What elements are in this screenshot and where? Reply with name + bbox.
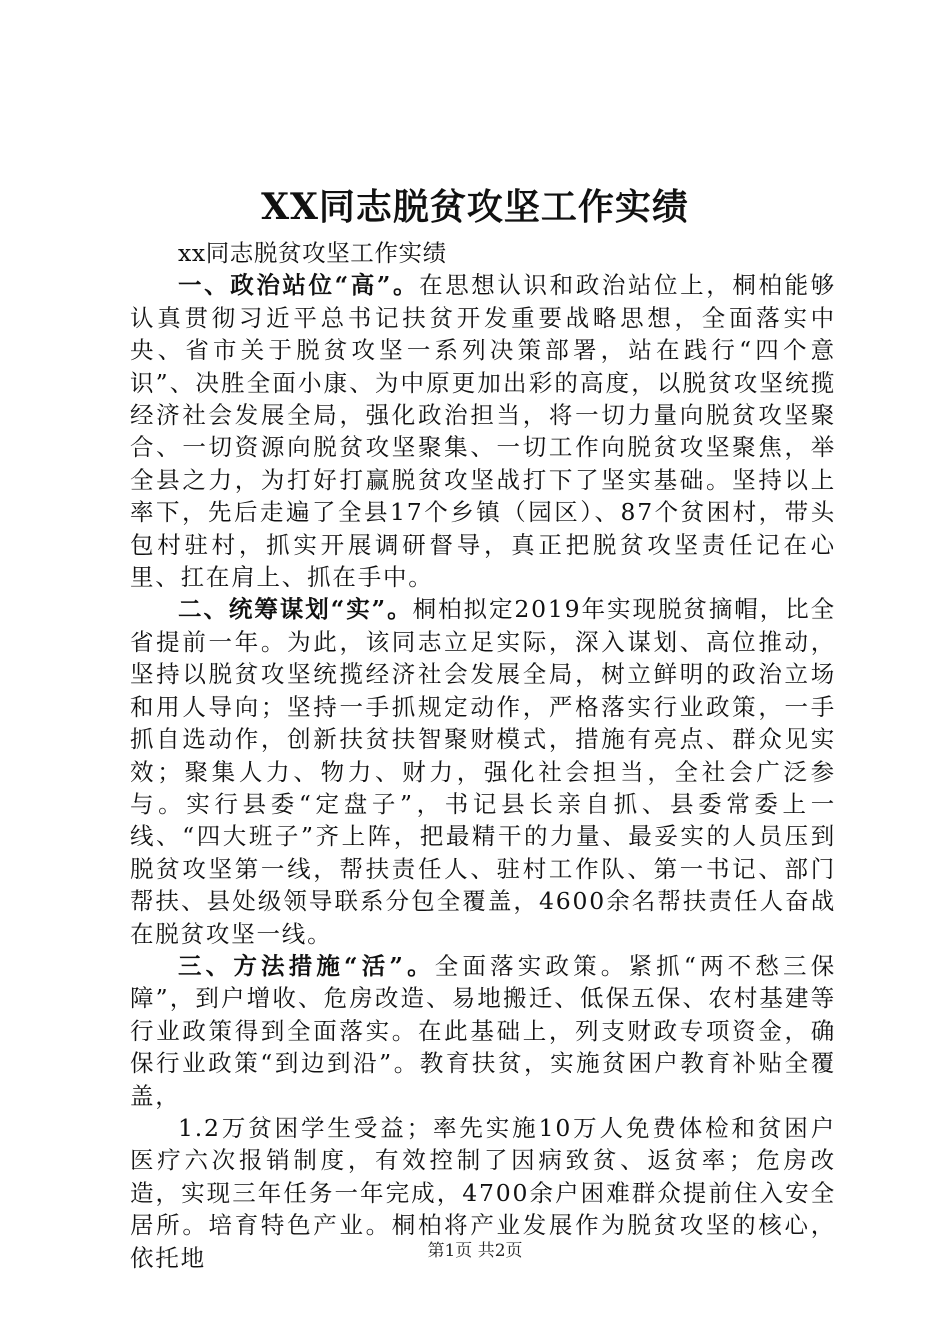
document-subtitle: xx同志脱贫攻坚工作实绩: [178, 239, 447, 267]
paragraph-political-stance: [130, 269, 836, 593]
paragraph-text: 在思想认识和政治站位上，桐柏能够认真贯彻习近平总书记扶贫开发重要战略思想，全面落实中央、省市关于脱贫攻坚一系列决策部署，站在践行“四个意识”、决胜全面小康、为中原更加出彩的高度，以脱贫攻坚统揽经济社会发展全局，强化政治担当，将一切力量向脱贫攻坚聚合、一切资源向脱贫攻坚聚集、一切工作向脱贫攻坚聚焦，举全县之力，为打好打赢脱贫攻坚战打下了坚实基础。坚持以上率下，先后走遍了全县17个乡镇（园区）、87个贫困村，带头包村驻村，抓实开展调研督导，真正把脱贫攻坚责任记在心里、扛在肩上、抓在手中。: [130, 271, 836, 592]
paragraph-heading: 一、政治站位“高”。: [178, 271, 420, 300]
document-body: [130, 237, 836, 1274]
paragraph-heading: 二、统筹谋划“实”。: [178, 595, 413, 624]
paragraph-text: 全面落实政策。紧抓“两不愁三保障”，到户增收、危房改造、易地搬迁、低保五保、农村基建等行业政策得到全面落实。在此基础上，列支财政专项资金，确保行业政策“到边到沿”。教育扶贫，实施贫困户教育补贴全覆盖，: [130, 951, 836, 1110]
paragraph-text: 桐柏拟定2019年实现脱贫摘帽，比全省提前一年。为此，该同志立足实际，深入谋划、高位推动，坚持以脱贫攻坚统揽经济社会发展全局，树立鲜明的政治立场和用人导向；坚持一手抓规定动作，严格落实行业政策，一手抓自选动作，创新扶贫扶智聚财模式，措施有亮点、群众见实效；聚集人力、物力、财力，强化社会担当，全社会广泛参与。实行县委“定盘子”，书记县长亲自抓、县委常委上一线、“四大班子”齐上阵，把最精干的力量、最妥实的人员压到脱贫攻坚第一线，帮扶责任人、驻村工作队、第一书记、部门帮扶、县处级领导联系分包全覆盖，4600余名帮扶责任人奋战在脱贫攻坚一线。: [130, 595, 836, 948]
paragraph-text: 1.2万贫困学生受益；率先实施10万人免费体检和贫困户医疗六次报销制度，有效控制了因病致贫、返贫率；危房改造，实现三年任务一年完成，4700余户困难群众提前住入安全居所。培育特色产业。桐柏将产业发展作为脱贫攻坚的核心，依托地: [130, 1113, 836, 1272]
paragraph-heading: 三、方法措施“活”。: [178, 951, 435, 980]
paragraph-overall-planning: [130, 593, 836, 949]
paragraph-methods-measures: [130, 950, 836, 1112]
page-footer: 第1页 共2页: [427, 1241, 523, 1261]
document-title: XX同志脱贫攻坚工作实绩: [261, 186, 689, 228]
